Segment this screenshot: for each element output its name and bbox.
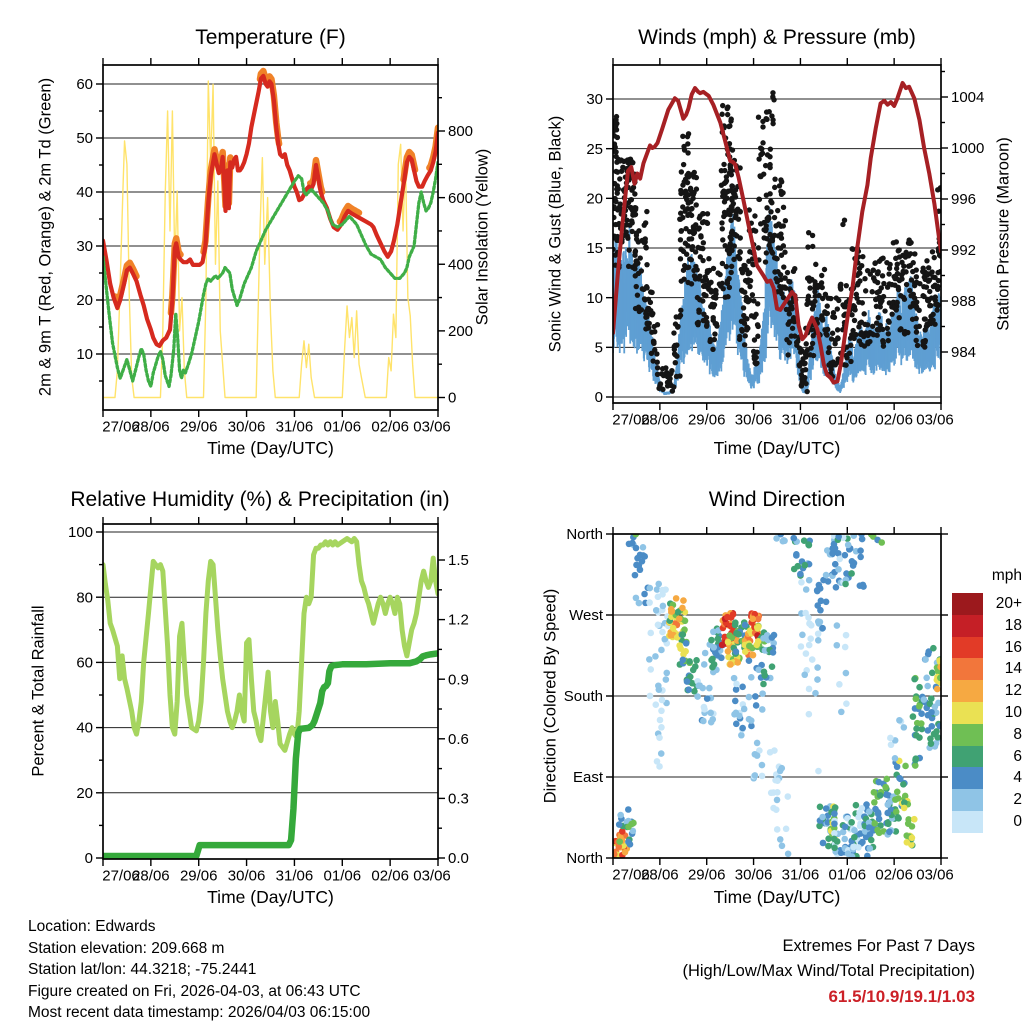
colorbar-label: 10 [1004, 703, 1022, 721]
temperature-chart-canvas [0, 0, 512, 470]
colorbar-title: mph [991, 567, 1022, 584]
wind-direction-x-axis-label: Time (Day/UTC) [713, 887, 841, 907]
extremes-block [682, 934, 975, 1009]
wind-direction-chart-title: Wind Direction [708, 488, 846, 511]
colorbar-label: 6 [1013, 747, 1022, 765]
station-info-block [28, 916, 370, 1024]
temperature-x-axis-label: Time (Day/UTC) [207, 438, 334, 458]
colorbar-label: 0 [1013, 812, 1022, 830]
humidity-precip-chart-canvas [0, 470, 512, 920]
station-latlon: Station lat/lon: 44.3218; -75.2441 [28, 961, 257, 978]
station-location: Location: Edwards [28, 918, 156, 935]
winds-x-axis-label: Time (Day/UTC) [713, 438, 841, 458]
data-timestamp: Most recent data timestamp: 2026/04/03 06:15:00 [28, 1004, 371, 1021]
direction-left-axis-label: Direction (Colored By Speed) [541, 588, 560, 804]
colorbar-label: 4 [1013, 769, 1022, 787]
temperature-left-axis-label: 2m & 9m T (Red, Orange) & 2m Td (Green) [36, 77, 55, 397]
extremes-subtitle: (High/Low/Max Wind/Total Precipitation) [682, 962, 975, 980]
solar-right-axis-label: Solar Insolation (Yellow) [473, 148, 492, 326]
colorbar-label: 12 [1004, 682, 1022, 700]
winds-chart-title: Winds (mph) & Pressure (mb) [638, 26, 916, 49]
colorbar-label: 20+ [995, 595, 1022, 612]
colorbar-label: 8 [1013, 725, 1022, 743]
humidity-x-axis-label: Time (Day/UTC) [207, 887, 334, 907]
extremes-values: 61.5/10.9/19.1/1.03 [828, 987, 975, 1006]
humidity-left-axis-label: Percent & Total Rainfall [29, 605, 48, 777]
colorbar-label: 18 [1004, 616, 1022, 634]
speed-colorbar-labels [974, 593, 1022, 833]
pressure-right-axis-label: Station Pressure (Maroon) [994, 137, 1013, 331]
humidity-chart-title: Relative Humidity (%) & Precipitation (in) [70, 488, 450, 511]
station-elevation: Station elevation: 209.668 m [28, 939, 225, 957]
colorbar-label: 2 [1013, 791, 1022, 809]
extremes-title: Extremes For Past 7 Days [782, 937, 975, 955]
wind-direction-chart-canvas [512, 470, 1024, 920]
colorbar-label: 14 [1004, 660, 1022, 678]
temperature-chart-title: Temperature (F) [195, 26, 346, 49]
winds-pressure-chart-canvas [512, 0, 1024, 470]
figure-created: Figure created on Fri, 2026-04-03, at 06:43 UTC [28, 982, 361, 1000]
colorbar-label: 16 [1004, 638, 1022, 656]
wind-left-axis-label: Sonic Wind & Gust (Blue, Black) [546, 115, 565, 353]
